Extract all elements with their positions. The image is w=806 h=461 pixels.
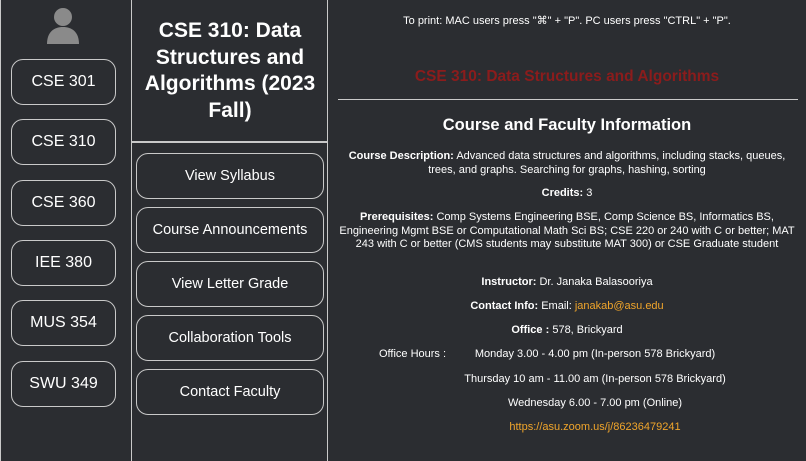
office-hours-thursday: Thursday 10 am - 11.00 am (In-person 578 Brickyard) [464,373,726,385]
contact-email-prefix: Email: [541,300,572,312]
prerequisites [336,211,798,252]
course-button-cse-301[interactable]: CSE 301 [11,59,116,105]
credits-label: Credits: [541,187,584,199]
course-description-text: Advanced data structures and algorithms, including stacks, queues, trees, and graphs. Searching for graphs, hashing, sorting [428,150,786,176]
instructor-name: Dr. Janaka Balasooriya [539,276,653,288]
course-button-iee-380[interactable]: IEE 380 [11,240,116,286]
view-letter-grade-button[interactable]: View Letter Grade [136,261,324,307]
course-button-cse-360[interactable]: CSE 360 [11,180,116,226]
course-nav-panel [132,0,328,461]
office-location: 578, Brickyard [552,324,623,336]
office [336,324,798,338]
instructor [336,276,798,290]
course-button-cse-310[interactable]: CSE 310 [11,119,116,165]
section-title: Course and Faculty Information [442,116,692,134]
credits-value: 3 [586,187,593,199]
course-description-label: Course Description: [348,150,454,162]
divider [338,99,798,100]
prerequisites-text: Comp Systems Engineering BSE, Comp Science BS, Informatics BS, Engineering Mgmt BSE or Computational Math Sci BS; CSE 220 or 240 with C or better; MAT 243 with C or better (CMS students may substitute MAT 300) or CSE Graduate student [339,211,795,250]
office-hours-wednesday: Wednesday 6.00 - 7.00 pm (Online) [507,397,683,409]
office-label: Office : [511,324,550,336]
collaboration-tools-button[interactable]: Collaboration Tools [136,315,324,361]
prerequisites-label: Prerequisites: [360,211,434,223]
course-sidebar [0,0,132,461]
credits [336,187,798,201]
user-avatar-icon[interactable] [46,6,80,44]
syllabus-content [328,0,806,461]
print-instructions: To print: MAC users press "⌘" + "P". PC users press "CTRL" + "P". [403,15,731,27]
email-link[interactable]: janakab@asu.edu [574,300,664,312]
view-syllabus-button[interactable]: View Syllabus [136,153,324,199]
divider [132,141,328,143]
office-hours-monday: Monday 3.00 - 4.00 pm (In-person 578 Brickyard) [474,348,716,360]
instructor-label: Instructor: [481,276,537,288]
course-button-mus-354[interactable]: MUS 354 [11,300,116,346]
contact-info-label: Contact Info: [470,300,539,312]
zoom-link[interactable]: https://asu.zoom.us/j/86236479241 [509,421,681,433]
course-title: CSE 310: Data Structures and Algorithms (2023 Fall) [144,19,316,122]
syllabus-header-title: CSE 310: Data Structures and Algorithms [414,68,720,85]
course-button-swu-349[interactable]: SWU 349 [11,361,116,407]
contact-faculty-button[interactable]: Contact Faculty [136,369,324,415]
office-hours-label: Office Hours : [379,348,447,360]
contact-info [336,300,798,314]
course-description [336,150,798,177]
course-announcements-button[interactable]: Course Announcements [136,207,324,253]
